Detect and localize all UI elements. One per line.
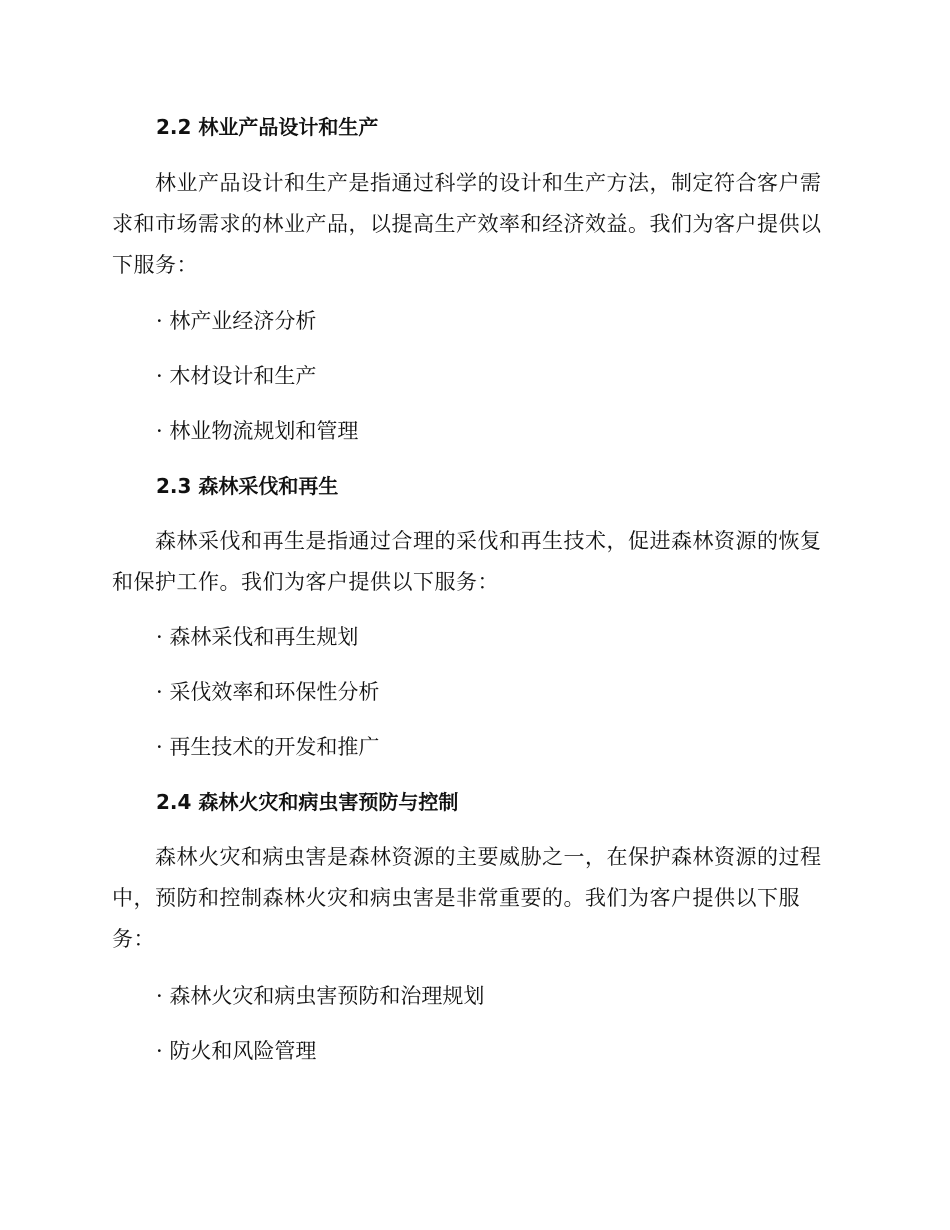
list-item: · 森林火灾和病虫害预防和治理规划: [156, 984, 485, 1008]
list-item: · 森林采伐和再生规划: [156, 625, 359, 649]
list-item: · 林业物流规划和管理: [156, 419, 359, 443]
section-paragraph: 森林采伐和再生是指通过合理的采伐和再生技术，促进森林资源的恢复和保护工作。我们为客户提供以下服务：: [112, 529, 822, 594]
section-heading: 2.3 森林采伐和再生: [156, 474, 339, 498]
section-heading: 2.2 林业产品设计和生产: [156, 115, 379, 139]
list-item: · 木材设计和生产: [156, 364, 317, 388]
list-item: · 防火和风险管理: [156, 1039, 317, 1063]
list-item: · 采伐效率和环保性分析: [156, 680, 380, 704]
section-paragraph: 森林火灾和病虫害是森林资源的主要威胁之一，在保护森林资源的过程中，预防和控制森林火灾和病虫害是非常重要的。我们为客户提供以下服务：: [112, 845, 822, 951]
list-item: · 再生技术的开发和推广: [156, 735, 380, 759]
section-heading: 2.4 森林火灾和病虫害预防与控制: [156, 790, 459, 814]
section-paragraph: 林业产品设计和生产是指通过科学的设计和生产方法，制定符合客户需求和市场需求的林业产品，以提高生产效率和经济效益。我们为客户提供以下服务：: [112, 171, 822, 277]
list-item: · 林产业经济分析: [156, 309, 317, 333]
